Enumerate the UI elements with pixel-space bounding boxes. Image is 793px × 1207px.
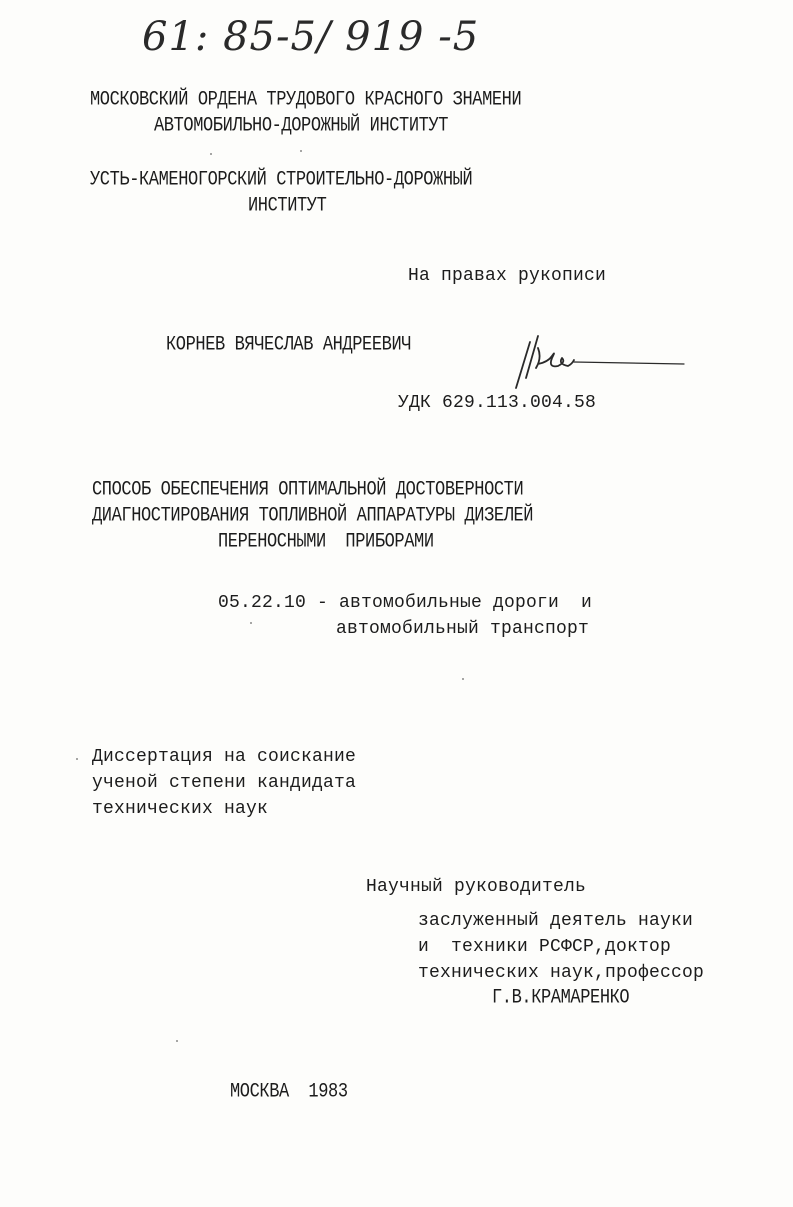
title-line-2: ДИАГНОСТИРОВАНИЯ ТОПЛИВНОЙ АППАРАТУРЫ ДИЗЕЛЕЙ xyxy=(92,505,534,528)
institution-line-1: МОСКОВСКИЙ ОРДЕНА ТРУДОВОГО КРАСНОГО ЗНАМЕНИ xyxy=(90,89,522,112)
dissertation-line-2: ученой степени кандидата xyxy=(92,773,357,793)
supervisor-name: Г.В.КРАМАРЕНКО xyxy=(492,987,630,1010)
dissertation-line-3: технических наук xyxy=(92,799,269,819)
scan-speck xyxy=(176,1040,178,1042)
place-year: МОСКВА 1983 xyxy=(230,1081,348,1104)
title-line-3: ПЕРЕНОСНЫМИ ПРИБОРАМИ xyxy=(218,531,434,554)
supervisor-line-2: и техники РСФСР,доктор xyxy=(418,937,672,957)
scan-speck xyxy=(210,153,212,155)
institution-line-4: ИНСТИТУТ xyxy=(248,195,327,218)
scan-speck xyxy=(76,758,78,760)
supervisor-line-1: заслуженный деятель науки xyxy=(418,911,694,931)
title-line-1: СПОСОБ ОБЕСПЕЧЕНИЯ ОПТИМАЛЬНОЙ ДОСТОВЕРНОСТИ xyxy=(92,479,524,502)
supervisor-heading: Научный руководитель xyxy=(366,877,587,897)
scan-speck xyxy=(462,678,464,680)
specialty-line-2: автомобильный транспорт xyxy=(336,619,590,639)
manuscript-rights: На правах рукописи xyxy=(408,266,607,286)
archive-code: 61: 85-5/ 919 -5 xyxy=(142,14,480,60)
supervisor-line-3: технических наук,профессор xyxy=(418,963,705,983)
institution-line-2: АВТОМОБИЛЬНО-ДОРОЖНЫЙ ИНСТИТУТ xyxy=(154,115,449,138)
specialty-line-1: 05.22.10 - автомобильные дороги и xyxy=(218,593,593,613)
dissertation-line-1: Диссертация на соискание xyxy=(92,747,357,767)
author-name: КОРНЕВ ВЯЧЕСЛАВ АНДРЕЕВИЧ xyxy=(166,334,412,357)
signature-image xyxy=(508,328,688,394)
udc-code: УДК 629.113.004.58 xyxy=(398,393,597,413)
scan-speck xyxy=(300,150,302,152)
institution-line-3: УСТЬ-КАМЕНОГОРСКИЙ СТРОИТЕЛЬНО-ДОРОЖНЫЙ xyxy=(90,169,473,192)
scan-speck xyxy=(250,622,252,624)
